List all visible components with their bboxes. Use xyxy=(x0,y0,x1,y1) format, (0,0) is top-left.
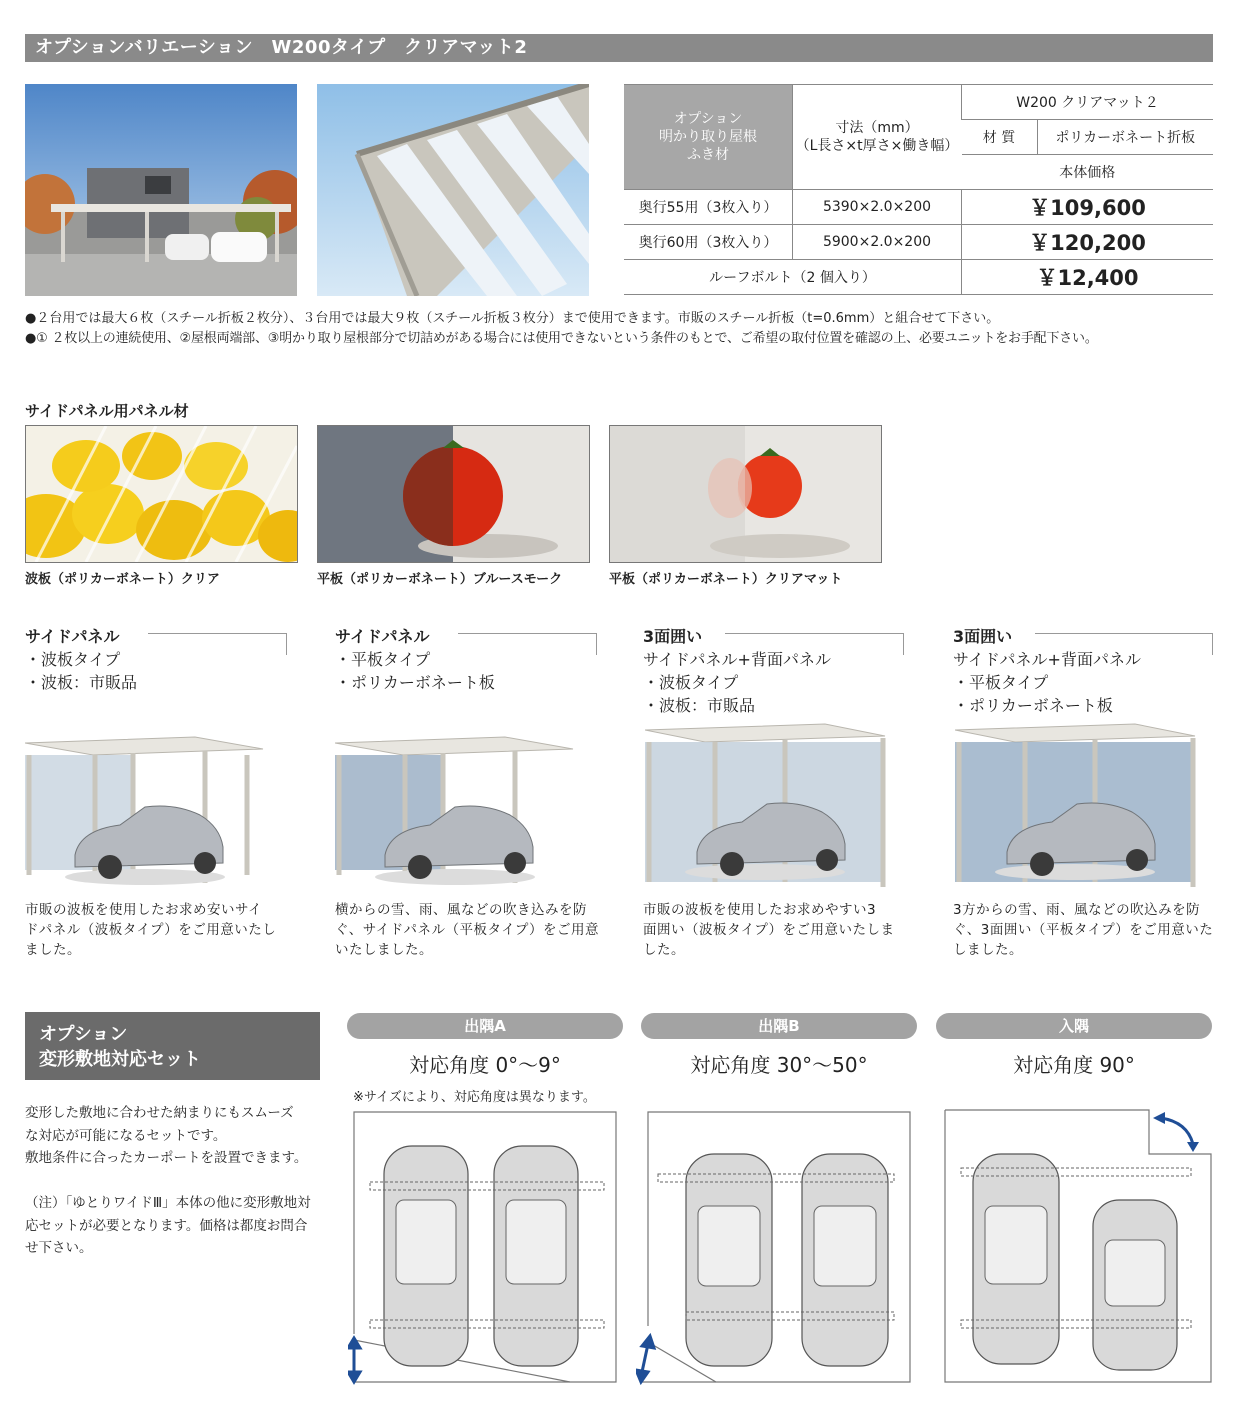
panel-line: ・波板：市販品 xyxy=(25,673,138,692)
swatch-caption-2: 平板（ポリカーボネート）ブルースモーク xyxy=(317,572,563,587)
swatch-flat-bluesmoke xyxy=(317,425,590,563)
carport-exterior-photo xyxy=(25,84,297,296)
spec-table xyxy=(624,84,1213,295)
dimension-header: 寸法（mm） （L長さ×t厚さ×働き幅） xyxy=(793,85,962,190)
body-line: 敷地条件に合ったカーポートを設置できます。 xyxy=(25,1150,308,1166)
product-name-header: W200 クリアマット２ xyxy=(962,85,1214,120)
row-dim: 5390×2.0×200 xyxy=(793,190,962,225)
table-row xyxy=(624,190,1213,225)
divider xyxy=(286,633,287,655)
table-row xyxy=(624,260,1213,295)
panel-title-4: 3面囲い xyxy=(953,627,1013,646)
panel-desc-2 xyxy=(335,900,610,960)
panel-list-1 xyxy=(25,648,137,694)
panel-title-1: サイドパネル xyxy=(25,627,120,646)
desc-line: 面囲い（波板タイプ）をご用意いたしま xyxy=(643,922,895,938)
row-price: ￥120,200 xyxy=(962,225,1214,260)
option-header: オプション 明かり取り屋根 ふき材 xyxy=(624,85,793,190)
note-line: せ下さい。 xyxy=(25,1240,93,1256)
deform-set-title-box xyxy=(25,1012,320,1080)
variant-pill-b: 出隅B xyxy=(641,1013,917,1039)
panel-materials-title: サイドパネル用パネル材 xyxy=(25,402,189,420)
desc-line: 市販の波板を使用したお求め安いサイ xyxy=(25,902,263,918)
desc-line: 横からの雪、雨、風などの吹き込みを防 xyxy=(335,902,587,918)
carport-illustration-2 xyxy=(335,735,575,890)
panel-list-2 xyxy=(335,648,495,694)
carport-illustration-1 xyxy=(25,735,265,890)
variant-pill-inner: 入隅 xyxy=(936,1013,1212,1039)
panel-desc-4 xyxy=(953,900,1228,960)
material-label: 材 質 xyxy=(962,120,1038,155)
panel-line: ・ポリカーボネート板 xyxy=(335,673,495,692)
deform-note xyxy=(25,1192,325,1260)
body-line: 変形した敷地に合わせた納まりにもスムーズ xyxy=(25,1105,294,1121)
note-line: （注）「ゆとりワイドⅢ」本体の他に変形敷地対 xyxy=(25,1195,311,1211)
desc-line: ぐ、3面囲い（平板タイプ）をご用意いた xyxy=(953,922,1214,938)
angle-b: 対応角度 30°〜50° xyxy=(690,1053,868,1077)
diagram-inner-corner xyxy=(943,1108,1215,1386)
desc-line: ドパネル（波板タイプ）をご用意いたし xyxy=(25,922,277,938)
panel-line: ・平板タイプ xyxy=(953,673,1049,692)
panel-title-3: 3面囲い xyxy=(643,627,703,646)
row-dim: 5900×2.0×200 xyxy=(793,225,962,260)
swatch-caption-1: 波板（ポリカーボネート）クリア xyxy=(25,572,220,587)
row-name: 奥行55用（3枚入り） xyxy=(624,190,793,225)
roof-underside-photo xyxy=(317,84,589,296)
divider xyxy=(596,633,597,655)
deform-body xyxy=(25,1102,325,1170)
deform-title-line2: 変形敷地対応セット xyxy=(39,1049,201,1070)
bolt-name: ルーフボルト（2 個入り） xyxy=(624,260,962,295)
desc-line: 3方からの雪、雨、風などの吹込みを防 xyxy=(953,902,1201,918)
swatch-caption-3: 平板（ポリカーボネート）クリアマット xyxy=(609,572,843,587)
panel-line: ・平板タイプ xyxy=(335,650,431,669)
desc-line: した。 xyxy=(643,942,685,958)
swatch-corrugated-clear xyxy=(25,425,298,563)
note-line: 応セットが必要となります。価格は都度お問合 xyxy=(25,1217,308,1234)
desc-line: 市販の波板を使用したお求めやすい3 xyxy=(643,902,877,918)
carport-illustration-3 xyxy=(645,722,890,890)
panel-line: ・波板タイプ xyxy=(25,650,121,669)
angle-inner: 対応角度 90° xyxy=(1013,1053,1135,1077)
note-1: ●２台用では最大６枚（スチール折板２枚分）、３台用では最大９枚（スチール折板３枚分）まで使用できます。市販のスチール折板（t=0.6mm）と組合せて下さい。 xyxy=(25,311,1000,326)
panel-line: ・波板：市販品 xyxy=(643,696,756,715)
size-note: ※サイズにより、対応角度は異なります。 xyxy=(353,1090,596,1105)
section-title-bar: オプションバリエーション W200タイプ クリアマット2 xyxy=(25,34,1213,62)
material-value: ポリカーボネート折板 xyxy=(1037,120,1213,155)
swatch-flat-clearmatte xyxy=(609,425,882,563)
divider xyxy=(903,633,904,655)
panel-title-2: サイドパネル xyxy=(335,627,430,646)
variant-pill-a: 出隅A xyxy=(347,1013,623,1039)
panel-line: ・波板タイプ xyxy=(643,673,739,692)
desc-line: ました。 xyxy=(25,942,81,958)
panel-list-4 xyxy=(953,648,1141,717)
desc-line: ぐ、サイドパネル（平板タイプ）をご用意 xyxy=(335,922,599,938)
desc-line: いたしました。 xyxy=(335,942,433,958)
panel-list-3 xyxy=(643,648,831,717)
table-row xyxy=(624,225,1213,260)
panel-line: サイドパネル+背面パネル xyxy=(643,650,831,669)
divider xyxy=(458,633,596,634)
panel-line: ・ポリカーボネート板 xyxy=(953,696,1113,715)
bolt-price: ￥12,400 xyxy=(962,260,1214,295)
desc-line: しました。 xyxy=(953,942,1023,958)
panel-desc-3 xyxy=(643,900,918,960)
angle-a: 対応角度 0°〜9° xyxy=(409,1053,561,1077)
deform-title-line1: オプション xyxy=(39,1024,128,1045)
panel-line: サイドパネル+背面パネル xyxy=(953,650,1141,669)
divider xyxy=(148,633,286,634)
price-label: 本体価格 xyxy=(962,155,1214,190)
diagram-outer-corner-b xyxy=(636,1108,912,1386)
divider xyxy=(725,633,903,634)
diagram-outer-corner-a xyxy=(348,1108,620,1386)
divider xyxy=(1212,633,1213,655)
panel-desc-1 xyxy=(25,900,300,960)
row-price: ￥109,600 xyxy=(962,190,1214,225)
note-2: ●① ２枚以上の連続使用、②屋根両端部、③明かり取り屋根部分で切詰めがある場合には使用できないという条件のもとで、ご希望の取付位置を確認の上、必要ユニットをお手配下さい。 xyxy=(25,331,1098,346)
carport-illustration-4 xyxy=(955,722,1227,890)
body-line: な対応が可能になるセットです。 xyxy=(25,1127,227,1144)
divider xyxy=(1035,633,1212,634)
row-name: 奥行60用（3枚入り） xyxy=(624,225,793,260)
